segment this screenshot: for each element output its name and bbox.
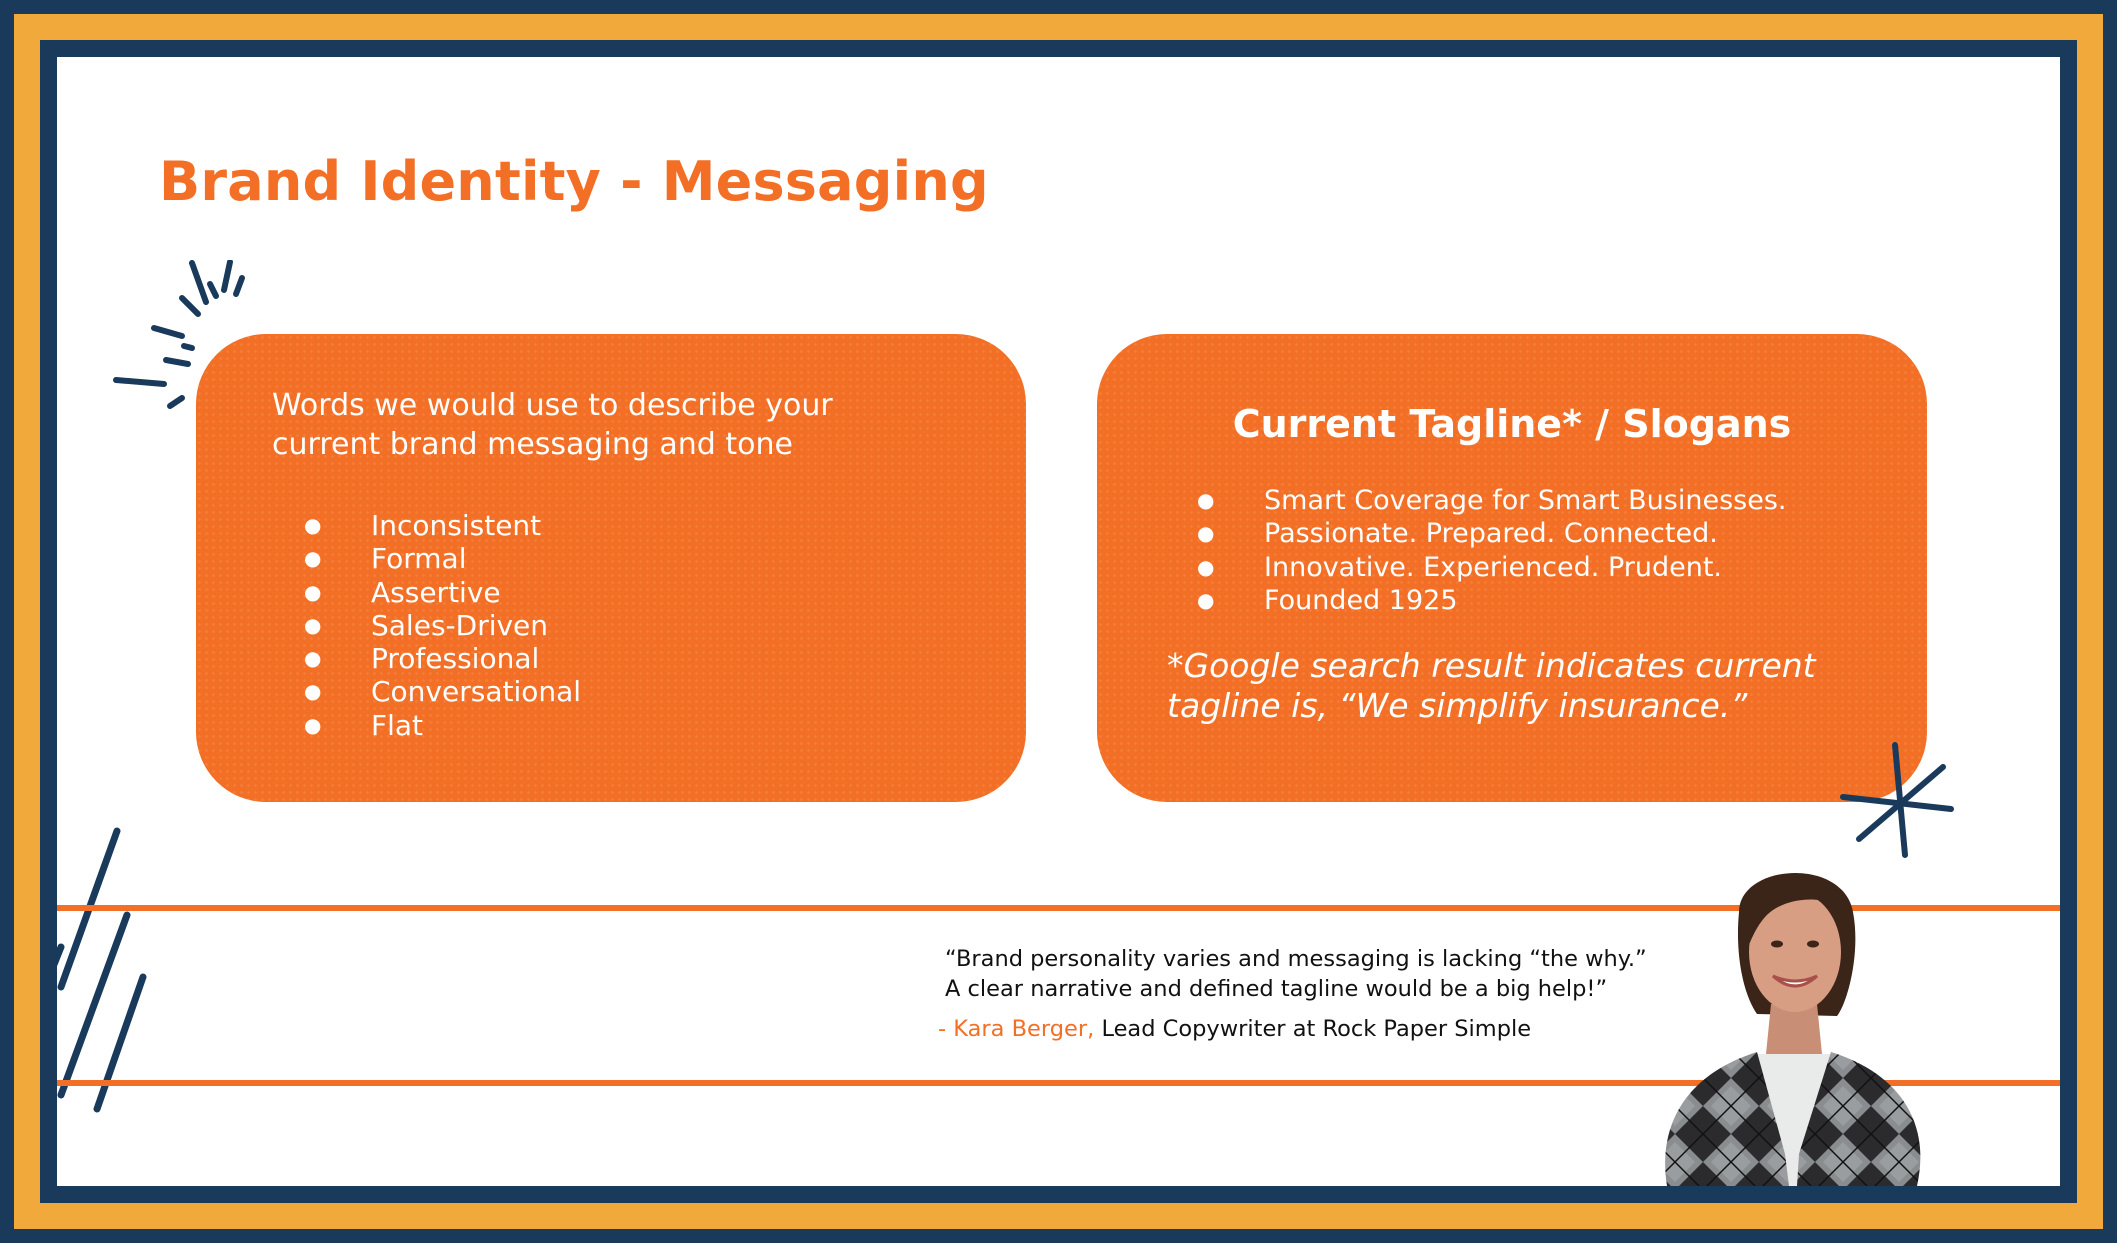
list-item-text: Founded 1925 [1264,584,1458,616]
list-item [304,675,581,708]
list-item [1197,584,1786,617]
bullet-icon: ● [304,646,322,671]
bullet-icon: ● [304,679,322,704]
bullet-icon: ● [304,579,322,604]
slide-title: Brand Identity - Messaging [159,150,989,213]
quote-line-2: A clear narrative and defined tagline would be a big help!” [945,976,1608,1002]
brand-words-list [304,509,581,742]
tagline-card [1097,334,1927,802]
list-item-text: Professional [371,642,540,676]
bullet-icon: ● [304,546,322,571]
brand-words-intro: Words we would use to describe your current brand messaging and tone [272,388,833,462]
portrait-photo [1647,854,1937,1186]
list-item-text: Innovative. Experienced. Prudent. [1264,551,1722,583]
list-item [304,709,581,742]
bullet-icon: ● [304,712,322,737]
list-item [1197,517,1786,550]
list-item [1197,484,1786,517]
bullet-icon: ● [304,513,322,537]
list-item [304,642,581,675]
tagline-heading: Current Tagline* / Slogans [1232,402,1792,446]
bullet-icon: ● [1197,587,1215,612]
attribution-name: - Kara Berger, [938,1016,1095,1042]
attribution-role: Lead Copywriter at Rock Paper Simple [1101,1016,1532,1042]
list-item-text: Smart Coverage for Smart Businesses. [1264,485,1787,516]
tagline-note: *Google search result indicates current tagline is, “We simplify insurance.” [1167,646,1816,725]
tagline-list [1197,484,1786,617]
list-item-text: Inconsistent [371,509,542,542]
list-item-text: Flat [371,708,424,742]
list-item-text: Formal [371,542,467,576]
brand-words-card [196,334,1026,802]
list-item [304,542,581,575]
bullet-icon: ● [1197,488,1215,512]
list-item [304,509,581,542]
bullet-icon: ● [1197,521,1215,546]
star-doodle-icon [1835,737,1965,867]
list-item-text: Conversational [371,675,582,709]
list-item [304,576,581,609]
list-item [304,609,581,642]
testimonial-quote [945,944,1705,1004]
quote-line-1: “Brand personality varies and messaging is lacking “the why.” [945,946,1647,972]
bullet-icon: ● [1197,554,1215,579]
list-item-text: Assertive [371,575,501,609]
testimonial-attribution [938,1016,1531,1042]
list-item-text: Sales-Driven [371,608,549,642]
slash-doodle-icon [57,827,157,1117]
slide-canvas [57,57,2060,1186]
list-item-text: Passionate. Prepared. Connected. [1264,518,1718,550]
bullet-icon: ● [304,612,322,637]
list-item [1197,551,1786,584]
